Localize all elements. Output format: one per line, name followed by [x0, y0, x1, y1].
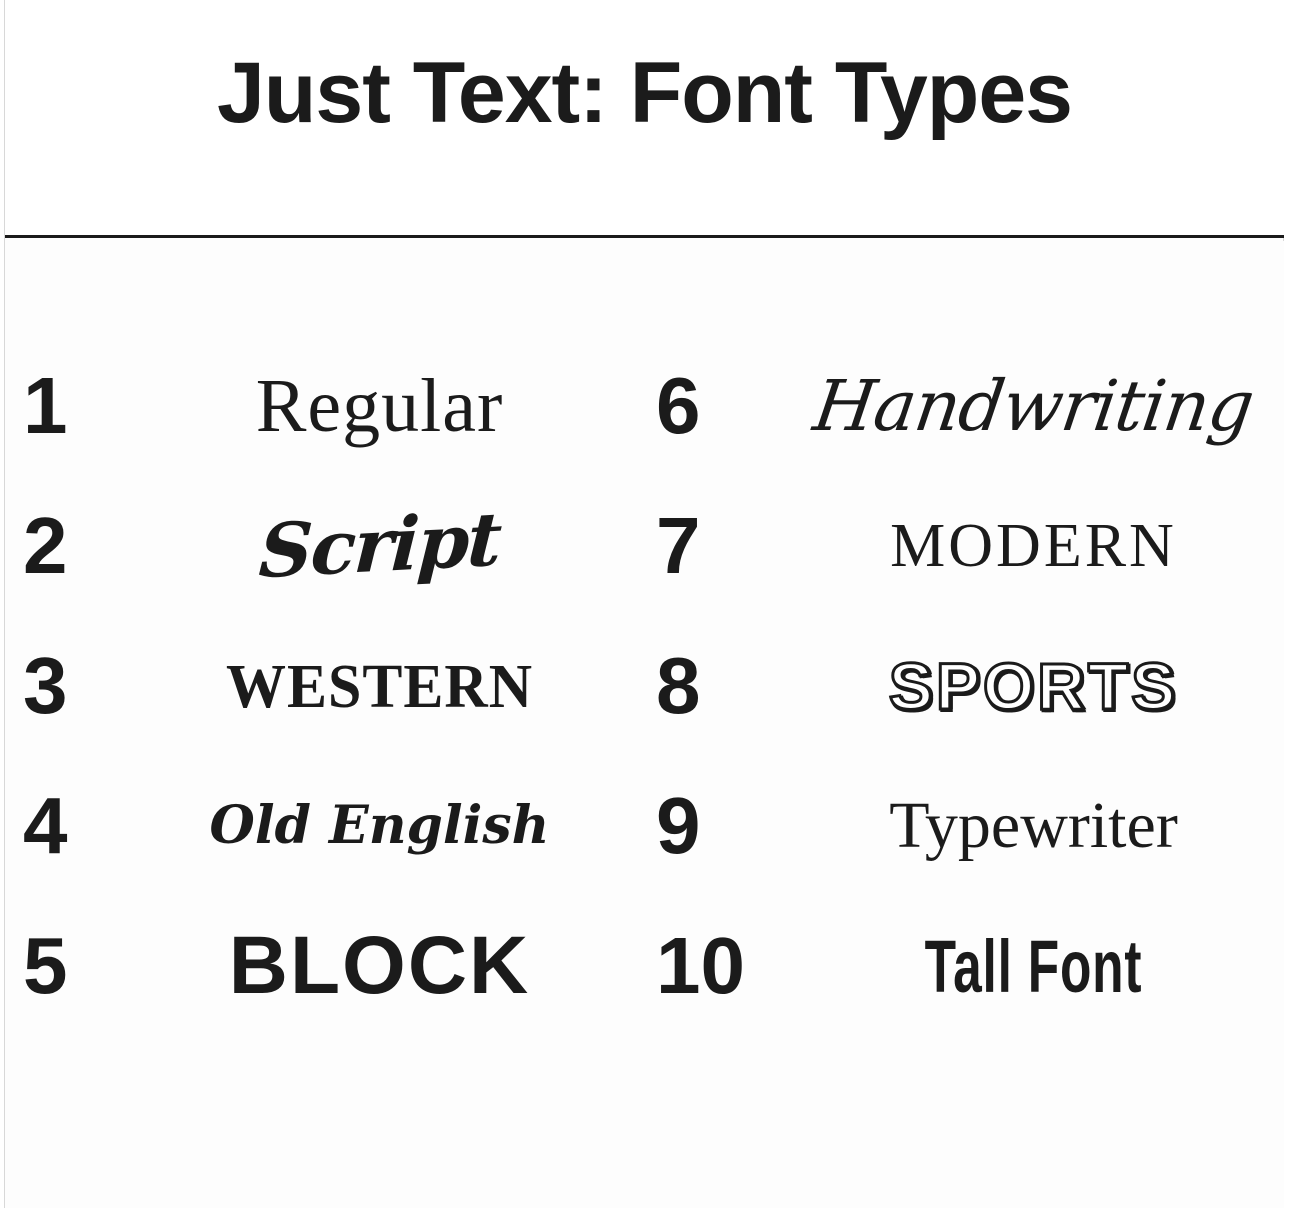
- font-sample-regular: Regular: [255, 364, 504, 448]
- list-item: [5, 616, 644, 756]
- font-sample-modern: MODERN: [890, 512, 1177, 580]
- font-sample-tall-font: Tall Font: [924, 924, 1143, 1008]
- list-item-number: 5: [23, 921, 68, 1010]
- list-item: [644, 896, 1283, 1036]
- list-item-number: 3: [23, 641, 68, 730]
- font-sample-sports: SPORTS: [888, 649, 1179, 723]
- list-item: [5, 336, 644, 476]
- list-item: [644, 756, 1283, 896]
- list-item-number: 9: [656, 781, 701, 870]
- list-item: [5, 896, 644, 1036]
- font-sample-block: BLOCK: [228, 920, 531, 1011]
- font-sample-handwriting: Handwriting: [808, 365, 1259, 447]
- list-item: [5, 476, 644, 616]
- list-item-number: 2: [23, 501, 68, 590]
- list-item: [644, 616, 1283, 756]
- list-item: [5, 756, 644, 896]
- font-column-left: [5, 336, 644, 1036]
- list-item-number: 10: [656, 921, 745, 1010]
- font-sample-western: WESTERN: [225, 651, 534, 721]
- list-item: [644, 476, 1283, 616]
- list-item: [644, 336, 1283, 476]
- list-item-number: 7: [656, 501, 701, 590]
- font-sample-old-english: Old English: [209, 795, 550, 856]
- font-columns: [5, 336, 1284, 1036]
- list-item-number: 4: [23, 781, 68, 870]
- list-item-number: 1: [23, 361, 68, 450]
- font-sample-typewriter: Typewriter: [889, 789, 1178, 862]
- font-list-area: [5, 241, 1284, 1208]
- font-sample-script: Script: [256, 496, 503, 596]
- list-item-number: 8: [656, 641, 701, 730]
- font-column-right: [644, 336, 1283, 1036]
- list-item-number: 6: [656, 361, 701, 450]
- page-right-border: [1283, 0, 1290, 1208]
- page-title: Just Text: Font Types: [217, 45, 1072, 141]
- poster-header: [5, 0, 1284, 238]
